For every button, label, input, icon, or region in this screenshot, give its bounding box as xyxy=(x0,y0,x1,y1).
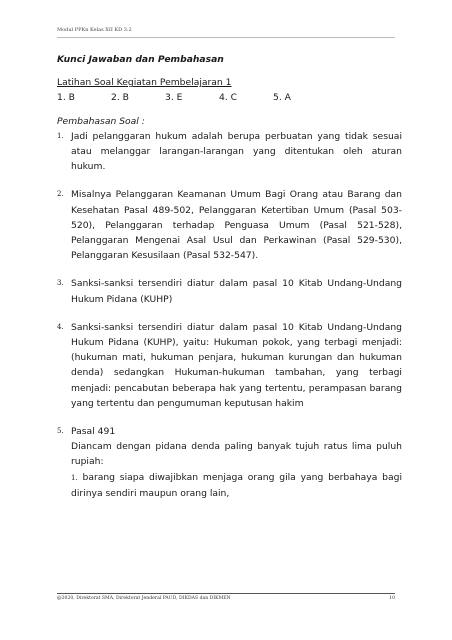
item-text: Sanksi-sanksi tersendiri diatur dalam pasal 10 Kitab Undang-Undang Hukum Pidana (KUHP) xyxy=(71,278,402,305)
sub-item xyxy=(71,470,402,501)
section-title: Kunci Jawaban dan Pembahasan xyxy=(57,54,224,65)
page-footer xyxy=(57,596,395,601)
sub-item-number: 1. xyxy=(71,473,78,482)
item-number: 4. xyxy=(57,322,64,331)
list-item xyxy=(57,187,402,263)
page-content xyxy=(57,52,402,514)
item-text: Sanksi-sanksi tersendiri diatur dalam pasal 10 Kitab Undang-Undang Hukum Pidana (KUHP), yaitu: Hukuman pokok, yang terbagi menjadi: (hukuman mati, hukuman penjara, hukuman kurungan dan hukuman denda) sedangkan Hukuman-hukuman tambahan, yang terbagi menjadi: pencabutan beberapa hak yang tertentu, perampasan barang yang tertentu dan pengumuman keputusan hakim xyxy=(71,321,402,409)
pembahasan-list xyxy=(57,129,402,501)
list-item xyxy=(57,320,402,411)
footer-divider xyxy=(57,593,395,594)
item-number: 1. xyxy=(57,131,64,140)
item-text: Misalnya Pelanggaran Keamanan Umum Bagi Orang atau Barang dan Kesehatan Pasal 489-502, Pelanggaran Ketertiban Umum (Pasal 503-520), Pelanggaran terhadap Penguasa Umum (Pasal 521-528), Pelanggaran Mengenai Asal Usul dan Perkawinan (Pasal 529-530), Pelanggaran Kesusilaan (Pasal 532-547). xyxy=(71,189,402,262)
item-text: Jadi pelanggaran hukum adalah berupa perbuatan yang tidak sesuai atau melanggar larangan-larangan yang ditentukan oleh aturan hukum. xyxy=(71,130,402,173)
footer-copyright: @2020, Direktorat SMA, Direktorat Jenderal PAUD, DIKDAS dan DIKMEN xyxy=(57,596,231,601)
item-number: 3. xyxy=(57,279,64,288)
list-item xyxy=(57,129,402,175)
answer-4: 4. C xyxy=(219,92,238,104)
page-number: 10 xyxy=(389,596,395,601)
list-item xyxy=(57,276,402,306)
page-header: Modul PPKn Kelas XII KD 3.2 xyxy=(57,27,132,33)
answer-3: 3. E xyxy=(165,92,183,104)
pembahasan-heading: Pembahasan Soal : xyxy=(57,115,145,127)
item-body xyxy=(71,424,402,501)
answer-key xyxy=(57,90,402,105)
sub-item-text: barang siapa diwajibkan menjaga orang gila yang berbahaya bagi dirinya sendiri maupun orang lain, xyxy=(71,471,402,499)
item-number: 5. xyxy=(57,427,64,436)
latihan-heading: Latihan Soal Kegiatan Pembelajaran 1 xyxy=(57,77,232,89)
item-text: Diancam dengan pidana denda paling banyak tujuh ratus lima puluh rupiah: xyxy=(71,441,402,468)
header-divider xyxy=(57,37,395,38)
answer-2: 2. B xyxy=(111,92,129,104)
answer-1: 1. B xyxy=(57,92,75,104)
item-title: Pasal 491 xyxy=(71,426,116,438)
list-item xyxy=(57,424,402,501)
answer-5: 5. A xyxy=(273,92,291,104)
item-number: 2. xyxy=(57,190,64,199)
